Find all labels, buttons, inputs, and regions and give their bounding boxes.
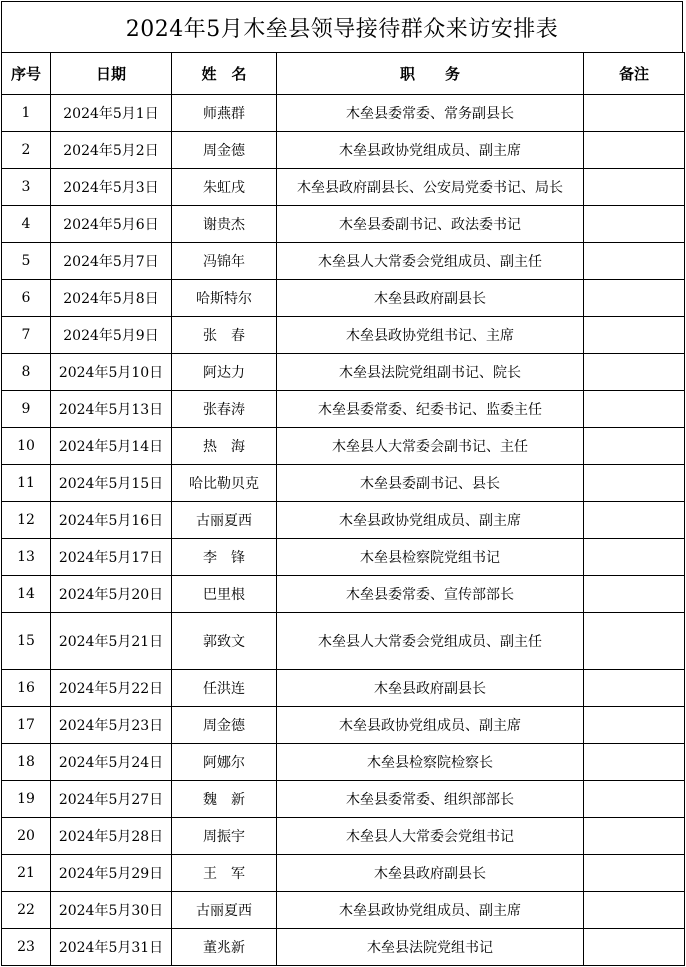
table-row bbox=[2, 707, 685, 744]
cell-date: 2024年5月15日 bbox=[51, 465, 172, 502]
cell-date: 2024年5月1日 bbox=[51, 95, 172, 132]
table-row bbox=[2, 132, 685, 169]
cell-name: 任洪连 bbox=[172, 670, 277, 707]
cell-position: 木垒县委副书记、县长 bbox=[277, 465, 584, 502]
table-row bbox=[2, 317, 685, 354]
cell-date: 2024年5月7日 bbox=[51, 243, 172, 280]
cell-position: 木垒县委常委、常务副县长 bbox=[277, 95, 584, 132]
cell-position: 木垒县政协党组成员、副主席 bbox=[277, 502, 584, 539]
cell-date: 2024年5月30日 bbox=[51, 892, 172, 929]
cell-note bbox=[584, 707, 685, 744]
cell-name: 李 锋 bbox=[172, 539, 277, 576]
cell-no: 12 bbox=[2, 502, 51, 539]
cell-note bbox=[584, 132, 685, 169]
table-row bbox=[2, 576, 685, 613]
table-row bbox=[2, 502, 685, 539]
cell-position: 木垒县政协党组成员、副主席 bbox=[277, 132, 584, 169]
cell-position: 木垒县人大常委会党组成员、副主任 bbox=[277, 243, 584, 280]
cell-note bbox=[584, 95, 685, 132]
cell-position: 木垒县委常委、纪委书记、监委主任 bbox=[277, 391, 584, 428]
cell-position: 木垒县政协党组成员、副主席 bbox=[277, 892, 584, 929]
cell-note bbox=[584, 391, 685, 428]
cell-position: 木垒县检察院检察长 bbox=[277, 744, 584, 781]
table-row bbox=[2, 818, 685, 855]
cell-date: 2024年5月13日 bbox=[51, 391, 172, 428]
cell-position: 木垒县政协党组成员、副主席 bbox=[277, 707, 584, 744]
cell-name: 谢贵杰 bbox=[172, 206, 277, 243]
cell-date: 2024年5月27日 bbox=[51, 781, 172, 818]
cell-note bbox=[584, 243, 685, 280]
cell-note bbox=[584, 744, 685, 781]
cell-date: 2024年5月16日 bbox=[51, 502, 172, 539]
cell-no: 11 bbox=[2, 465, 51, 502]
cell-note bbox=[584, 280, 685, 317]
table-row bbox=[2, 95, 685, 132]
cell-date: 2024年5月29日 bbox=[51, 855, 172, 892]
cell-position: 木垒县政府副县长 bbox=[277, 670, 584, 707]
cell-note bbox=[584, 354, 685, 391]
cell-position: 木垒县政协党组书记、主席 bbox=[277, 317, 584, 354]
cell-date: 2024年5月2日 bbox=[51, 132, 172, 169]
header-position: 职 务 bbox=[277, 53, 584, 95]
cell-name: 张 春 bbox=[172, 317, 277, 354]
cell-date: 2024年5月3日 bbox=[51, 169, 172, 206]
header-name: 姓 名 bbox=[172, 53, 277, 95]
cell-date: 2024年5月10日 bbox=[51, 354, 172, 391]
cell-position: 木垒县政府副县长、公安局党委书记、局长 bbox=[277, 169, 584, 206]
table-row bbox=[2, 280, 685, 317]
cell-position: 木垒县检察院党组书记 bbox=[277, 539, 584, 576]
cell-name: 古丽夏西 bbox=[172, 892, 277, 929]
cell-note bbox=[584, 929, 685, 966]
cell-no: 8 bbox=[2, 354, 51, 391]
cell-date: 2024年5月17日 bbox=[51, 539, 172, 576]
cell-no: 19 bbox=[2, 781, 51, 818]
cell-date: 2024年5月9日 bbox=[51, 317, 172, 354]
cell-no: 2 bbox=[2, 132, 51, 169]
table-row bbox=[2, 929, 685, 966]
cell-note bbox=[584, 781, 685, 818]
table-row bbox=[2, 354, 685, 391]
header-row bbox=[2, 53, 685, 95]
page-title: 2024年5月木垒县领导接待群众来访安排表 bbox=[1, 1, 683, 52]
cell-note bbox=[584, 670, 685, 707]
cell-note bbox=[584, 576, 685, 613]
cell-no: 6 bbox=[2, 280, 51, 317]
cell-date: 2024年5月6日 bbox=[51, 206, 172, 243]
cell-no: 3 bbox=[2, 169, 51, 206]
cell-position: 木垒县法院党组副书记、院长 bbox=[277, 354, 584, 391]
cell-name: 热 海 bbox=[172, 428, 277, 465]
cell-name: 哈斯特尔 bbox=[172, 280, 277, 317]
schedule-table bbox=[1, 52, 685, 966]
cell-no: 4 bbox=[2, 206, 51, 243]
cell-no: 17 bbox=[2, 707, 51, 744]
cell-note bbox=[584, 539, 685, 576]
cell-note bbox=[584, 892, 685, 929]
cell-no: 23 bbox=[2, 929, 51, 966]
cell-date: 2024年5月22日 bbox=[51, 670, 172, 707]
table-row bbox=[2, 428, 685, 465]
cell-no: 15 bbox=[2, 613, 51, 670]
cell-name: 阿达力 bbox=[172, 354, 277, 391]
cell-name: 师燕群 bbox=[172, 95, 277, 132]
table-row bbox=[2, 243, 685, 280]
cell-no: 22 bbox=[2, 892, 51, 929]
cell-no: 10 bbox=[2, 428, 51, 465]
header-date: 日期 bbox=[51, 53, 172, 95]
table-row bbox=[2, 465, 685, 502]
cell-note bbox=[584, 613, 685, 670]
cell-position: 木垒县人大常委会党组书记 bbox=[277, 818, 584, 855]
cell-no: 21 bbox=[2, 855, 51, 892]
cell-name: 王 军 bbox=[172, 855, 277, 892]
table-row bbox=[2, 206, 685, 243]
cell-no: 18 bbox=[2, 744, 51, 781]
table-row bbox=[2, 670, 685, 707]
cell-no: 16 bbox=[2, 670, 51, 707]
cell-name: 阿娜尔 bbox=[172, 744, 277, 781]
cell-no: 5 bbox=[2, 243, 51, 280]
cell-name: 周振宇 bbox=[172, 818, 277, 855]
cell-name: 张春涛 bbox=[172, 391, 277, 428]
cell-date: 2024年5月20日 bbox=[51, 576, 172, 613]
table-row bbox=[2, 781, 685, 818]
cell-position: 木垒县人大常委会副书记、主任 bbox=[277, 428, 584, 465]
cell-no: 7 bbox=[2, 317, 51, 354]
cell-no: 1 bbox=[2, 95, 51, 132]
cell-note bbox=[584, 169, 685, 206]
cell-no: 14 bbox=[2, 576, 51, 613]
cell-no: 20 bbox=[2, 818, 51, 855]
cell-name: 哈比勒贝克 bbox=[172, 465, 277, 502]
cell-note bbox=[584, 317, 685, 354]
cell-position: 木垒县人大常委会党组成员、副主任 bbox=[277, 613, 584, 670]
table-row bbox=[2, 539, 685, 576]
cell-note bbox=[584, 818, 685, 855]
cell-date: 2024年5月24日 bbox=[51, 744, 172, 781]
cell-note bbox=[584, 855, 685, 892]
cell-date: 2024年5月31日 bbox=[51, 929, 172, 966]
header-no: 序号 bbox=[2, 53, 51, 95]
cell-name: 董兆新 bbox=[172, 929, 277, 966]
table-row bbox=[2, 744, 685, 781]
cell-date: 2024年5月8日 bbox=[51, 280, 172, 317]
table-row bbox=[2, 169, 685, 206]
table-row bbox=[2, 855, 685, 892]
table-body bbox=[2, 95, 685, 966]
cell-position: 木垒县委常委、组织部部长 bbox=[277, 781, 584, 818]
cell-position: 木垒县委常委、宣传部部长 bbox=[277, 576, 584, 613]
cell-no: 9 bbox=[2, 391, 51, 428]
cell-name: 周金德 bbox=[172, 707, 277, 744]
cell-note bbox=[584, 206, 685, 243]
cell-name: 郭致文 bbox=[172, 613, 277, 670]
cell-date: 2024年5月23日 bbox=[51, 707, 172, 744]
cell-date: 2024年5月28日 bbox=[51, 818, 172, 855]
cell-note bbox=[584, 428, 685, 465]
cell-name: 冯锦年 bbox=[172, 243, 277, 280]
cell-name: 巴里根 bbox=[172, 576, 277, 613]
cell-date: 2024年5月21日 bbox=[51, 613, 172, 670]
table-row bbox=[2, 391, 685, 428]
cell-name: 朱虹戌 bbox=[172, 169, 277, 206]
cell-name: 周金德 bbox=[172, 132, 277, 169]
cell-no: 13 bbox=[2, 539, 51, 576]
cell-position: 木垒县法院党组书记 bbox=[277, 929, 584, 966]
table-row bbox=[2, 613, 685, 670]
cell-note bbox=[584, 502, 685, 539]
cell-position: 木垒县政府副县长 bbox=[277, 280, 584, 317]
cell-note bbox=[584, 465, 685, 502]
table-row bbox=[2, 892, 685, 929]
cell-name: 魏 新 bbox=[172, 781, 277, 818]
cell-name: 古丽夏西 bbox=[172, 502, 277, 539]
cell-date: 2024年5月14日 bbox=[51, 428, 172, 465]
cell-position: 木垒县政府副县长 bbox=[277, 855, 584, 892]
cell-position: 木垒县委副书记、政法委书记 bbox=[277, 206, 584, 243]
header-note: 备注 bbox=[584, 53, 685, 95]
